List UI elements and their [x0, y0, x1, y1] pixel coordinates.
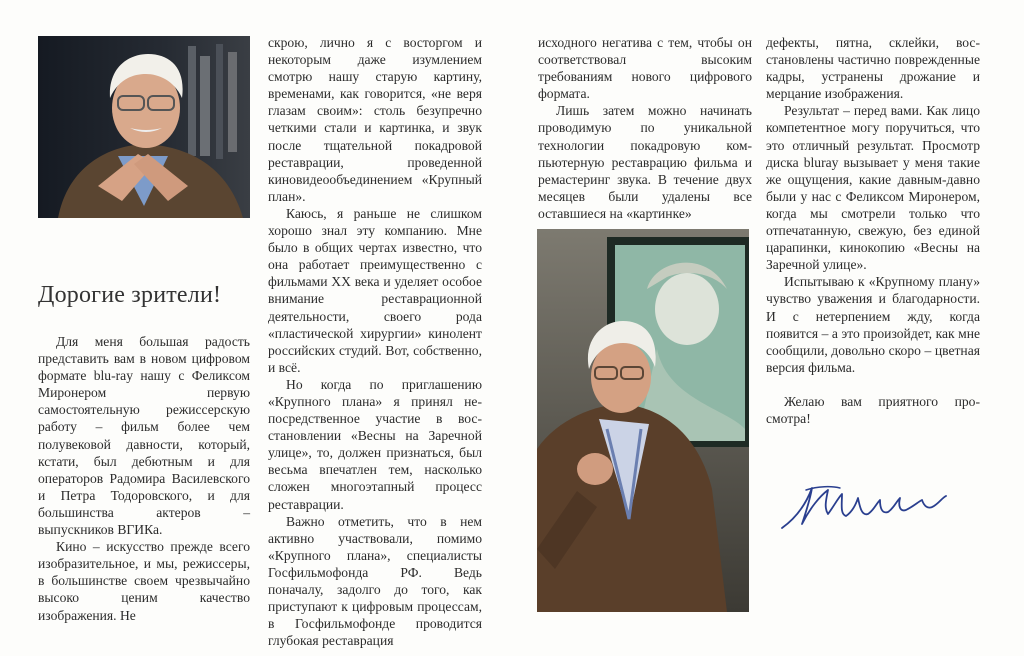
paragraph: Кино – искусство прежде всего изобразительное, и мы, режиссеры, в большинстве своем чрезвычайно высоко ценим качество изображения. Не	[38, 539, 250, 623]
paragraph: исходного негатива с тем, чтобы он соответствовал высоким требованиям нового цифрового формата.	[538, 35, 752, 102]
portrait-photo-top	[38, 36, 250, 218]
paragraph: Желаю вам приятного просмотра!	[766, 393, 980, 426]
paragraph: Испытываю к «Крупному плану» чувство уважения и благодарности. И с нетерпением жду, когда появится – а это произойдет, как мне сообщили, довольно скоро – цветная версия фильма.	[766, 274, 980, 375]
text-column-1	[38, 333, 250, 624]
text-column-3	[538, 34, 752, 222]
paragraph: Но когда по приглашению «Крупного плана» я принял непосредственное участие в восстановлении «Весны на Заречной улице», то, должен признаться, был весьма впечатлен тем, насколько сложен многоэтапный процесс реставрации.	[268, 376, 482, 512]
paragraph: Лишь затем можно начинать проводимую по уникальной технологии покадровую компьютерную реставрацию фильма и ремастеринг звука. В течение двух месяцев были удалены все оставшиеся на «картинке»	[538, 103, 752, 221]
handwritten-signature	[776, 478, 956, 538]
paragraph: скрою, лично я с восторгом и некоторым даже изумлением смотрю нашу старую картину, временами, как говорится, «не веря глазам своим»: столь безупречно четкими стали и картинка, и звук после тщательной покадровой реставрации, проведенной киновидеообъединением «Крупный план».	[268, 35, 482, 204]
paragraph: Для меня большая радость представить вам в новом цифровом формате blu-ray нашу с Феликсом Миронером первую самостоятельную режиссерскую работу – фильм более чем полувековой давности, который, кстати, был дебютным и для операторов Радомира Василевского и Петра Тодоровского, и для большинства актеров – выпускников ВГИКа.	[38, 334, 250, 538]
paragraph: дефекты, пятна, склейки, восстановлены частично поврежденные кадры, устранены дрожание и мерцание изображения.	[766, 35, 980, 102]
text-column-2	[268, 34, 482, 649]
page-heading: Дорогие зрители!	[38, 282, 222, 308]
portrait-photo-seated	[537, 229, 749, 612]
text-column-4	[766, 34, 980, 427]
paragraph: Важно отметить, что в нем активно участвовали, помимо «Крупного плана», специалисты Госфильмофонда РФ. Ведь поначалу, задолго до того, как приступают к цифровым процессам, в Госфильмофонде проводится глубокая реставрация	[268, 513, 482, 649]
paragraph: Результат – перед вами. Как лицо компетентное могу поручиться, что это отличный результат. Просмотр диска bluray вызывает у меня такие же ощущения, какие давным-давно были у нас с Феликсом Миронером, когда мы смотрели только что отпечатанную, свежую, без единой царапинки, кинокопию «Весны на Заречной улице».	[766, 103, 980, 273]
paragraph: Каюсь, я раньше не слишком хорошо знал эту компанию. Мне было в общих чертах известно, что она работает преимущественно с фильмами ХХ века и уделяет особое внимание реставрационной деятельности, своего рода «пластической хирургии» кинолент российских студий. Вот, собственно, и всё.	[268, 205, 482, 375]
